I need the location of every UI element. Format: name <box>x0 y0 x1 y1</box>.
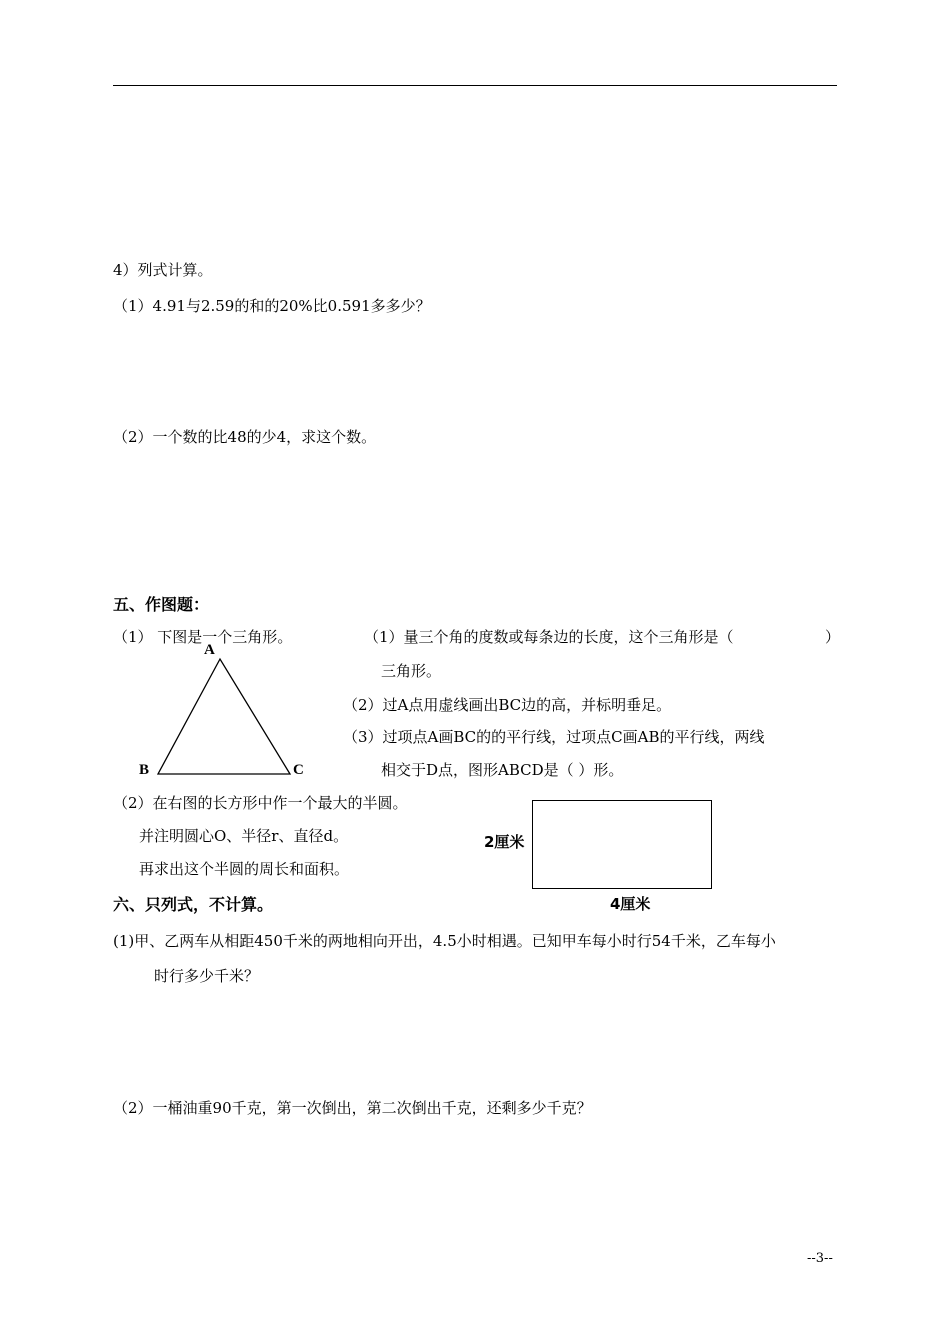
page-number: --3-- <box>807 1251 833 1266</box>
sec5-problem2-line2: 并注明圆心O、半径r、直径d。 <box>139 827 349 845</box>
triangle-vertex-b: B <box>139 762 150 778</box>
sec6-title: 六、只列式，不计算。 <box>113 895 274 914</box>
rectangle-figure <box>532 800 712 889</box>
rectangle-width-label: 4厘米 <box>610 895 651 913</box>
sec5-problem1-task-a-close: ） <box>825 628 841 646</box>
sec4-title: 4）列式计算。 <box>113 261 213 279</box>
rectangle-height-label: 2厘米 <box>484 833 525 851</box>
triangle-abc <box>158 659 290 774</box>
triangle-vertex-c: C <box>293 762 304 778</box>
sec6-question-2: （2）一桶油重90千克，第一次倒出，第二次倒出千克，还剩多少千克？ <box>113 1099 592 1117</box>
triangle-vertex-a: A <box>204 642 215 658</box>
sec5-problem1-task-c-line2: 相交于D点，图形ABCD是（ ）形。 <box>381 761 624 779</box>
sec5-title: 五、作图题： <box>113 595 210 614</box>
triangle-figure <box>150 655 295 777</box>
sec6-question-1-line1: (1)甲、乙两车从相距450千米的两地相向开出，4.5小时相遇。已知甲车每小时行54千米，乙车每小 <box>113 932 776 950</box>
sec5-problem1-task-a-line1: （1）量三个角的度数或每条边的长度，这个三角形是（ <box>364 628 734 646</box>
sec4-question-2: （2）一个数的比48的少4，求这个数。 <box>113 428 377 446</box>
sec5-problem2-line1: （2）在右图的长方形中作一个最大的半圆。 <box>113 794 408 812</box>
sec5-problem1-task-a-line2: 三角形。 <box>381 662 442 680</box>
sec5-problem1-task-c-line1: （3）过项点A画BC的的平行线，过项点C画AB的平行线，两线 <box>343 728 765 746</box>
sec5-problem1-task-b: （2）过A点用虚线画出BC边的高，并标明垂足。 <box>343 696 672 714</box>
sec5-problem2-line3: 再求出这个半圆的周长和面积。 <box>139 860 350 878</box>
sec6-question-1-line2: 时行多少千米？ <box>154 967 260 985</box>
header-rule <box>113 85 837 86</box>
sec4-question-1: （1）4.91与2.59的和的20%比0.591多多少？ <box>113 297 431 315</box>
sec5-problem1-label: （1） 下图是一个三角形。 <box>113 628 293 646</box>
